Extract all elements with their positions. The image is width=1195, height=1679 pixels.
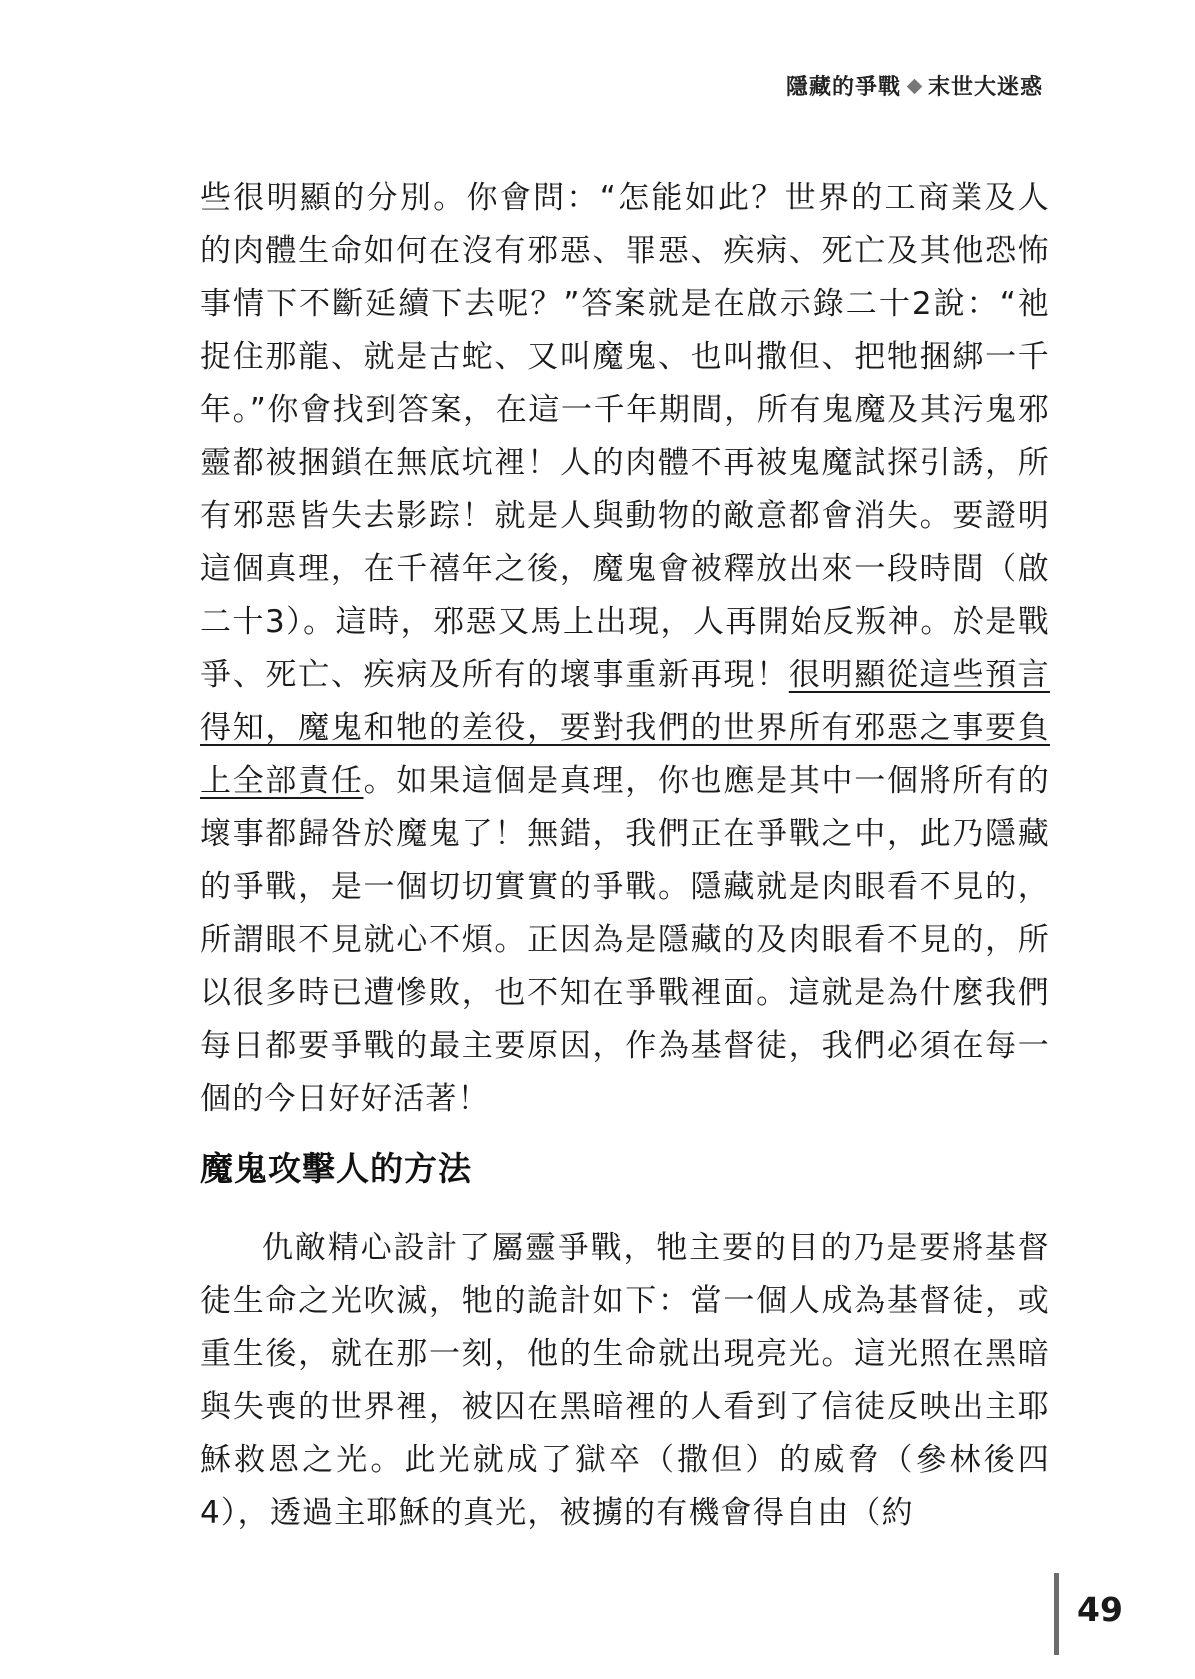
- underlined-emphasis: 很明顯從這些預言得知，魔鬼和牠的差役，要對我們的世界所有邪惡之事要負上全部責任: [200, 657, 1050, 799]
- paragraph-text-before-underline: 些很明顯的分別。你會問：“怎能如此？世界的工商業及人的肉體生命如何在沒有邪惡、罪惡、疾病、死亡及其他恐怖事情下不斷延續下去呢？”答案就是在啟示錄二十2說：“祂捉住那龍、就是古蛇、又叫魔鬼、也叫撒但、把牠捆綁一千年。”你會找到答案，在這一千年期間，所有鬼魔及其污鬼邪靈都被捆鎖在無底坑裡！人的肉體不再被鬼魔試探引誘，所有邪惡皆失去影踪！就是人與動物的敵意都會消失。要證明這個真理，在千禧年之後，魔鬼會被釋放出來一段時間（啟二十3）。這時，邪惡又馬上出現，人再開始反叛神。於是戰爭、死亡、疾病及所有的壞事重新再現！: [200, 180, 1050, 693]
- paragraph-text-after-underline: 。如果這個是真理，你也應是其中一個將所有的壞事都歸咎於魔鬼了！無錯，我們正在爭戰之中，此乃隱藏的爭戰，是一個切切實實的爭戰。隱藏就是肉眼看不見的，所謂眼不見就心不煩。正因為是隱藏的及肉眼看不見的，所以很多時已遭慘敗，也不知在爭戰裡面。這就是為什麼我們每日都要爭戰的最主要原因，作為基督徒，我們必須在每一個的今日好好活著！: [200, 763, 1050, 1117]
- section-heading: 魔鬼攻擊人的方法: [200, 1149, 472, 1188]
- page-number-rule: [1054, 1573, 1059, 1655]
- diamond-separator-icon: [907, 79, 923, 95]
- body-paragraph-1: [200, 172, 1050, 1126]
- series-title: 末世大迷惑: [927, 75, 1043, 100]
- page-number: 49: [1077, 1590, 1123, 1629]
- body-paragraph-2: [200, 1222, 1050, 1540]
- section-paragraph-text: 仇敵精心設計了屬靈爭戰，牠主要的目的乃是要將基督徒生命之光吹滅，牠的詭計如下：當一個人成為基督徒，或重生後，就在那一刻，他的生命就出現亮光。這光照在黑暗與失喪的世界裡，被囚在黑暗裡的人看到了信徒反映出主耶穌救恩之光。此光就成了獄卒（撒但）的威脅（參林後四4），透過主耶穌的真光，被擄的有機會得自由（約: [200, 1230, 1050, 1531]
- running-header: [786, 70, 1043, 101]
- paragraph-text: [200, 172, 1050, 1126]
- book-title: 隱藏的爭戰: [785, 75, 901, 100]
